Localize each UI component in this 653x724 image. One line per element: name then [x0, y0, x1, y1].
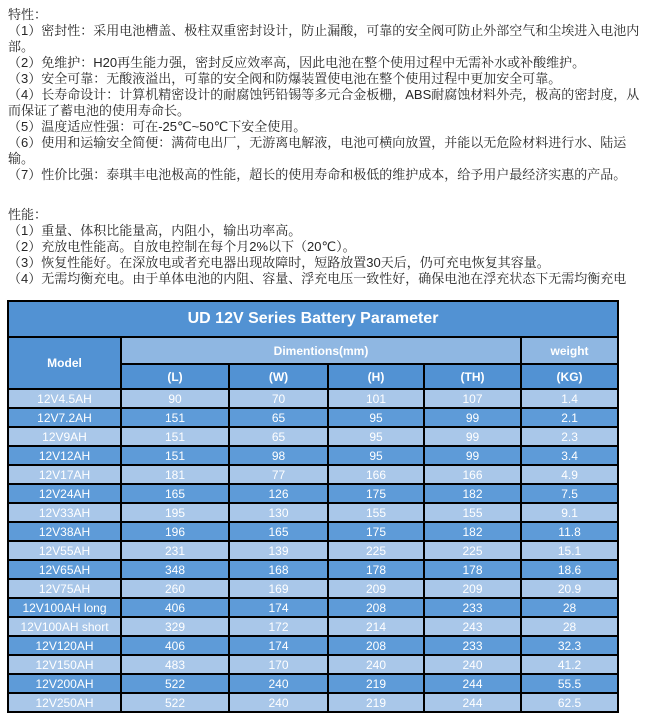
table-row — [8, 465, 618, 484]
w-value-cell: 240 — [229, 693, 328, 712]
table-body — [8, 389, 618, 712]
feature-item: （5）温度适应性强：可在-25℃~50℃下安全使用。 — [8, 119, 307, 134]
h-value-cell: 95 — [328, 427, 424, 446]
table-row — [8, 408, 618, 427]
kg-value-cell: 62.5 — [521, 693, 618, 712]
h-value-cell: 240 — [328, 655, 424, 674]
w-value-cell: 172 — [229, 617, 328, 636]
th-value-cell: 243 — [424, 617, 521, 636]
th-value-cell: 233 — [424, 636, 521, 655]
feature-item: （4）长寿命设计：计算机精密设计的耐腐蚀钙铅锡等多元合金板栅，ABS耐腐蚀材料外壳，极高的密封度，从而保证了蓄电池的使用寿命长。 — [8, 87, 640, 118]
w-value-cell: 165 — [229, 522, 328, 541]
model-cell: 12V200AH — [8, 674, 121, 693]
model-cell: 12V9AH — [8, 427, 121, 446]
th-value-cell: 99 — [424, 427, 521, 446]
l-value-cell: 483 — [121, 655, 229, 674]
w-value-cell: 126 — [229, 484, 328, 503]
column-header-model: Model — [8, 337, 121, 389]
table-row — [8, 389, 618, 408]
model-cell: 12V12AH — [8, 446, 121, 465]
table-row — [8, 655, 618, 674]
model-cell: 12V100AH long — [8, 598, 121, 617]
table-row — [8, 427, 618, 446]
performance-heading: 性能： — [8, 207, 48, 222]
th-value-cell: 244 — [424, 674, 521, 693]
model-cell: 12V120AH — [8, 636, 121, 655]
kg-value-cell: 3.4 — [521, 446, 618, 465]
th-value-cell: 99 — [424, 446, 521, 465]
performance-section — [8, 207, 645, 287]
kg-value-cell: 2.1 — [521, 408, 618, 427]
th-value-cell: 233 — [424, 598, 521, 617]
table-title-row — [8, 301, 618, 337]
model-cell: 12V7.2AH — [8, 408, 121, 427]
model-cell: 12V33AH — [8, 503, 121, 522]
feature-item: （1）密封性：采用电池槽盖、极柱双重密封设计，防止漏酸，可靠的安全阀可防止外部空气和尘埃进入电池内部。 — [8, 23, 640, 54]
th-value-cell: 155 — [424, 503, 521, 522]
feature-item: （2）免维护：H20再生能力强，密封反应效率高，因此电池在整个使用过程中无需补水或补酸维护。 — [8, 55, 586, 70]
table-row — [8, 693, 618, 712]
model-cell: 12V100AH short — [8, 617, 121, 636]
w-value-cell: 98 — [229, 446, 328, 465]
w-value-cell: 174 — [229, 598, 328, 617]
h-value-cell: 101 — [328, 389, 424, 408]
w-value-cell: 65 — [229, 427, 328, 446]
model-cell: 12V65AH — [8, 560, 121, 579]
th-value-cell: 182 — [424, 522, 521, 541]
model-cell: 12V150AH — [8, 655, 121, 674]
h-value-cell: 95 — [328, 408, 424, 427]
h-value-cell: 219 — [328, 693, 424, 712]
column-group-weight: weight — [521, 337, 618, 364]
table-row — [8, 560, 618, 579]
battery-parameter-table — [7, 300, 619, 713]
h-value-cell: 208 — [328, 598, 424, 617]
model-cell: 12V17AH — [8, 465, 121, 484]
column-header-total-height: (TH) — [424, 364, 521, 389]
model-cell: 12V24AH — [8, 484, 121, 503]
l-value-cell: 260 — [121, 579, 229, 598]
model-cell: 12V55AH — [8, 541, 121, 560]
l-value-cell: 90 — [121, 389, 229, 408]
l-value-cell: 348 — [121, 560, 229, 579]
table-row — [8, 674, 618, 693]
table-row — [8, 598, 618, 617]
table-title: UD 12V Series Battery Parameter — [8, 301, 618, 337]
th-value-cell: 225 — [424, 541, 521, 560]
column-group-dimensions: Dimentions(mm) — [121, 337, 521, 364]
column-header-width: (W) — [229, 364, 328, 389]
kg-value-cell: 20.9 — [521, 579, 618, 598]
features-heading: 特性： — [8, 7, 48, 22]
h-value-cell: 155 — [328, 503, 424, 522]
performance-item: （1）重量、体积比能量高，内阻小，输出功率高。 — [8, 223, 302, 238]
features-section — [8, 7, 645, 183]
th-value-cell: 209 — [424, 579, 521, 598]
w-value-cell: 130 — [229, 503, 328, 522]
l-value-cell: 522 — [121, 674, 229, 693]
column-header-height: (H) — [328, 364, 424, 389]
h-value-cell: 178 — [328, 560, 424, 579]
h-value-cell: 95 — [328, 446, 424, 465]
model-cell: 12V4.5AH — [8, 389, 121, 408]
w-value-cell: 70 — [229, 389, 328, 408]
h-value-cell: 175 — [328, 484, 424, 503]
table-row — [8, 541, 618, 560]
h-value-cell: 166 — [328, 465, 424, 484]
w-value-cell: 139 — [229, 541, 328, 560]
performance-item: （4）无需均衡充电。由于单体电池的内阻、容量、浮充电压一致性好，确保电池在浮充状态下无需均衡充电 — [8, 271, 627, 286]
column-header-length: (L) — [121, 364, 229, 389]
th-value-cell: 244 — [424, 693, 521, 712]
table-group-header-row — [8, 337, 618, 364]
kg-value-cell: 28 — [521, 598, 618, 617]
w-value-cell: 174 — [229, 636, 328, 655]
l-value-cell: 406 — [121, 598, 229, 617]
model-cell: 12V38AH — [8, 522, 121, 541]
l-value-cell: 151 — [121, 446, 229, 465]
h-value-cell: 175 — [328, 522, 424, 541]
kg-value-cell: 55.5 — [521, 674, 618, 693]
w-value-cell: 169 — [229, 579, 328, 598]
table-row — [8, 522, 618, 541]
kg-value-cell: 1.4 — [521, 389, 618, 408]
document-page — [0, 0, 653, 287]
h-value-cell: 219 — [328, 674, 424, 693]
table-row — [8, 484, 618, 503]
l-value-cell: 181 — [121, 465, 229, 484]
th-value-cell: 240 — [424, 655, 521, 674]
feature-item: （6）使用和运输安全简便：满荷电出厂，无游离电解液，电池可横向放置，并能以无危险材料进行水、陆运输。 — [8, 135, 627, 166]
h-value-cell: 225 — [328, 541, 424, 560]
l-value-cell: 195 — [121, 503, 229, 522]
h-value-cell: 208 — [328, 636, 424, 655]
th-value-cell: 107 — [424, 389, 521, 408]
table-row — [8, 617, 618, 636]
l-value-cell: 406 — [121, 636, 229, 655]
th-value-cell: 178 — [424, 560, 521, 579]
h-value-cell: 209 — [328, 579, 424, 598]
table-row — [8, 579, 618, 598]
w-value-cell: 77 — [229, 465, 328, 484]
th-value-cell: 99 — [424, 408, 521, 427]
kg-value-cell: 28 — [521, 617, 618, 636]
kg-value-cell: 9.1 — [521, 503, 618, 522]
kg-value-cell: 15.1 — [521, 541, 618, 560]
w-value-cell: 170 — [229, 655, 328, 674]
feature-item: （3）安全可靠：无酸液溢出，可靠的安全阀和防爆装置使电池在整个使用过程中更加安全可靠。 — [8, 71, 562, 86]
kg-value-cell: 11.8 — [521, 522, 618, 541]
h-value-cell: 214 — [328, 617, 424, 636]
performance-item: （2）充放电性能高。自放电控制在每个月2%以下（20℃）。 — [8, 239, 356, 254]
l-value-cell: 196 — [121, 522, 229, 541]
w-value-cell: 65 — [229, 408, 328, 427]
l-value-cell: 329 — [121, 617, 229, 636]
l-value-cell: 522 — [121, 693, 229, 712]
feature-item: （7）性价比强：泰琪丰电池极高的性能，超长的使用寿命和极低的维护成本，给予用户最经济实惠的产品。 — [8, 167, 627, 182]
kg-value-cell: 18.6 — [521, 560, 618, 579]
model-cell: 12V250AH — [8, 693, 121, 712]
kg-value-cell: 2.3 — [521, 427, 618, 446]
l-value-cell: 231 — [121, 541, 229, 560]
kg-value-cell: 32.3 — [521, 636, 618, 655]
kg-value-cell: 4.9 — [521, 465, 618, 484]
l-value-cell: 165 — [121, 484, 229, 503]
table-row — [8, 446, 618, 465]
w-value-cell: 168 — [229, 560, 328, 579]
kg-value-cell: 41.2 — [521, 655, 618, 674]
performance-item: （3）恢复性能好。在深放电或者充电器出现故障时，短路放置30天后，仍可充电恢复其容量。 — [8, 255, 550, 270]
w-value-cell: 240 — [229, 674, 328, 693]
table-row — [8, 636, 618, 655]
column-header-weight-kg: (KG) — [521, 364, 618, 389]
table-row — [8, 503, 618, 522]
l-value-cell: 151 — [121, 427, 229, 446]
model-cell: 12V75AH — [8, 579, 121, 598]
kg-value-cell: 7.5 — [521, 484, 618, 503]
th-value-cell: 166 — [424, 465, 521, 484]
l-value-cell: 151 — [121, 408, 229, 427]
th-value-cell: 182 — [424, 484, 521, 503]
